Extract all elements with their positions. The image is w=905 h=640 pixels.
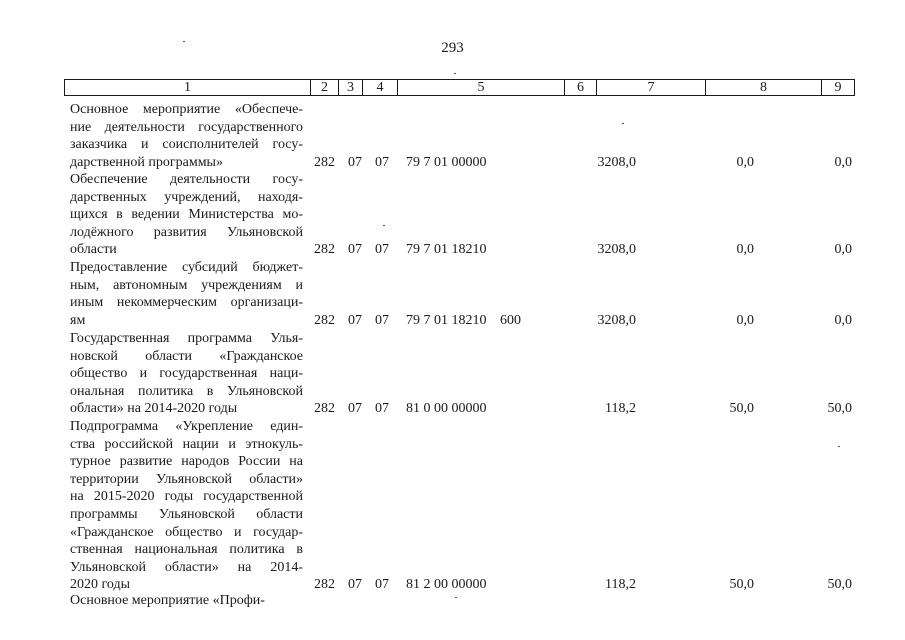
cell-c2: 282 [314,577,335,593]
row-description [70,330,303,418]
description-line: Ульяновской области» на 2014- [70,559,303,575]
cell-c3: 07 [348,154,362,170]
cell-c8: 0,0 [736,154,754,170]
description-line: программы Ульяновской области [70,506,303,522]
scan-speck [183,41,185,42]
cell-c9: 50,0 [827,577,852,593]
description-line: Основное мероприятие «Профи- [70,593,265,608]
cell-c2: 282 [314,312,335,328]
cell-c2: 282 [314,242,335,258]
cell-c3: 07 [348,312,362,328]
cell-c7: 3208,0 [597,154,636,170]
cell-c5: 79 7 01 00000 [406,154,487,170]
row-description [70,101,303,171]
cell-c2: 282 [314,401,335,417]
cell-c6: 600 [500,312,521,328]
description-line: турное развитие народов России на [70,454,303,470]
row-description [70,259,303,329]
cell-c4: 07 [375,577,389,593]
header-col-7: 7 [596,80,705,95]
header-col-2: 2 [310,80,338,95]
row-description [70,592,303,610]
cell-c5: 79 7 01 18210 [406,312,487,328]
header-col-4: 4 [362,80,397,95]
description-line: щихся в ведении Министерства мо- [70,207,303,223]
table-header-row [64,79,855,96]
header-col-8: 8 [705,80,821,95]
cell-c7: 118,2 [605,577,636,593]
cell-c2: 282 [314,154,335,170]
description-line: ственная национальная политика в [70,542,303,558]
description-line: Государственная программа Улья- [70,331,303,346]
description-line: Подпрограмма «Укрепление един- [70,419,303,434]
description-line: территории Ульяновской области» [70,471,303,487]
cell-c7: 3208,0 [597,312,636,328]
header-col-5: 5 [397,80,564,95]
scan-speck [454,73,456,74]
description-line: ние деятельности государственного [70,119,303,135]
cell-c4: 07 [375,154,389,170]
cell-c8: 50,0 [729,577,754,593]
description-line: ям [70,312,86,328]
cell-c3: 07 [348,401,362,417]
description-line: новской области «Гражданское [70,348,303,364]
description-line: на 2015-2020 годы государственной [70,489,303,505]
cell-c4: 07 [375,401,389,417]
header-col-3: 3 [338,80,362,95]
description-line: Основное мероприятие «Обеспече- [70,102,303,117]
description-line: «Гражданское общество и государ- [70,524,303,540]
cell-c8: 0,0 [736,312,754,328]
cell-c8: 50,0 [729,401,754,417]
description-line: дарственных учреждений, находя- [70,189,303,205]
description-line: лодёжного развития Ульяновской [70,224,303,240]
cell-c9: 50,0 [827,401,852,417]
row-description [70,418,303,594]
scan-speck [383,225,385,226]
description-line: Обеспечение деятельности госу- [70,172,303,187]
description-line: ональная политика в Ульяновской [70,383,303,399]
description-line: 2020 годы [70,577,131,593]
cell-c4: 07 [375,242,389,258]
description-line: области» на 2014-2020 годы [70,401,238,417]
scan-speck [622,123,624,124]
scan-speck [838,446,840,447]
description-line: иным некоммерческим организаци- [70,295,303,311]
cell-c5: 81 2 00 00000 [406,577,487,593]
cell-c3: 07 [348,242,362,258]
description-line: области [70,242,117,258]
description-line: общество и государственная наци- [70,366,303,382]
cell-c9: 0,0 [834,154,852,170]
description-line: Предоставление субсидий бюджет- [70,260,303,275]
header-col-6: 6 [564,80,596,95]
cell-c5: 81 0 00 00000 [406,401,487,417]
header-col-1: 1 [184,80,191,95]
cell-c9: 0,0 [834,242,852,258]
cell-c5: 79 7 01 18210 [406,242,487,258]
cell-c7: 118,2 [605,401,636,417]
description-line: ным, автономным учреждениям и [70,277,303,293]
cell-c4: 07 [375,312,389,328]
cell-c3: 07 [348,577,362,593]
header-col-9: 9 [821,80,854,95]
scan-speck [455,597,457,598]
page-number: 293 [441,40,464,56]
cell-c7: 3208,0 [597,242,636,258]
description-line: дарственной программы» [70,154,223,170]
cell-c9: 0,0 [834,312,852,328]
row-description [70,171,303,259]
description-line: заказчика и соисполнителей госу- [70,137,303,153]
cell-c8: 0,0 [736,242,754,258]
description-line: ства российской нации и этнокуль- [70,436,303,452]
